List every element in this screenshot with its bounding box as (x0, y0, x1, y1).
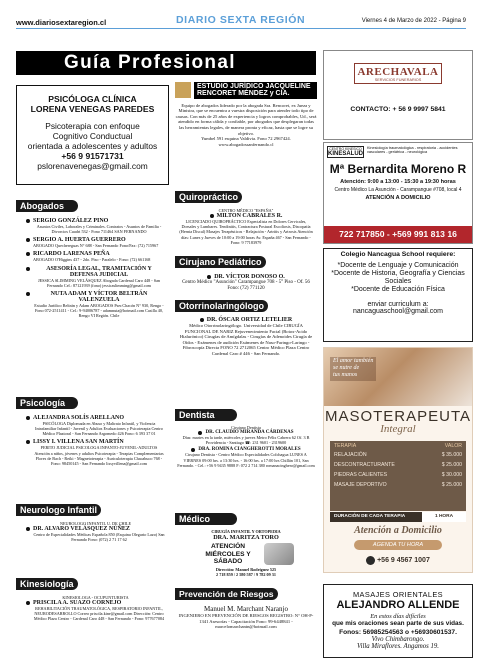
job-item: *Docente de Historia, Geografía y Ciencias Sociales (331, 270, 465, 286)
abogados-heading: Abogados (16, 200, 78, 212)
service-row: DESCONTRACTURANTE $ 25.000 (334, 462, 462, 468)
kinesiologia-heading: Kinesiología (16, 578, 78, 590)
quiro-name: MILTON CABRALES R. (216, 213, 283, 220)
psychologist-name: ALEJANDRA SOLÍS ARELLANO (33, 415, 125, 421)
kinesiologia-section (16, 574, 169, 622)
psicologia-section (16, 393, 169, 466)
dentista-info: Cirujano Dentista - Centro Médico Especialidades Colchagua LUNES A VIERNES 09:00 hrs. a 13:30 hrs. - 16:00 hrs. a 17:00 hrs Chillán 101, San Fernando. - Cel.: +56 9 9435 9888 F: 072 2 714 380 romanacinghero@gmail.com (177, 452, 315, 468)
nancagua-email[interactable]: nancaguaschool@gmail.com (353, 308, 443, 316)
dentista-title: Cirujano Dentista (231, 425, 261, 430)
masajes-line: En estos días difíciles (370, 613, 426, 620)
estudio-title: ESTUDIO JURÍDICO JACQUELINE RENCORET MÉNDEZ y CÍA. (194, 82, 317, 99)
cirujano-heading: Cirujano Pediátrico (175, 256, 266, 268)
bullet-icon (207, 275, 211, 279)
psychologist-info: PSICÓLOGA Diplomada en Abuso y Maltrato Infantil, y Violencia Intrafamiliar Infantil - Juvenil y Adultos Evaluaciones y Psicoterapia Centro Médico Plaztoral - San Fernando Argomedo 426 Fono: 6 393 37 01 (35, 421, 163, 437)
masajes-address: Vivo Chimbarongo. (371, 636, 425, 643)
ad-line: orientada a adolescentes y adultos (27, 141, 158, 151)
neurologist-info: Centro de Especialidades Médicas Española 850 (Esquina Olegario Lazo) San Fernando Fono: (072) 2 71 17 62 (33, 532, 165, 543)
kinesiologist-name: PRISCILA A. SUAZO CORNEJO (33, 600, 122, 607)
service-row: RELAJACIÓN $ 35.000 (334, 452, 462, 458)
lawyer-name: SERGIO A. HUERTA GUERRERO (33, 237, 126, 244)
neuro-title: NEUROLOGO INFANTIL U. DE CHILE (59, 521, 132, 526)
job-item: *Docente de Educación Física (351, 286, 445, 294)
lawyer-name: RICARDO LARENAS PEÑA (33, 251, 110, 258)
lawyer-info: Asuntos Civiles, Laborales y Criminales. Contratos - Asuntos de Familia - Divorcios Cuadri 532 - Fono 711464 SAN FERNANDO (36, 224, 162, 235)
psicologa-clinica-ad (16, 85, 169, 185)
lawyer-entry (26, 237, 165, 248)
quiropractico-section (175, 187, 317, 245)
medico-heading: Médico (175, 513, 237, 525)
masajes-address: Villa Miraflores. Angamos 19. (356, 643, 439, 650)
estudio-website[interactable]: www.abogadossanfernando.cl (218, 141, 274, 147)
ad-line: Psicoterapia con enfoque (45, 121, 140, 131)
quote-line: se nutre de (333, 365, 360, 372)
header-rule (16, 28, 466, 29)
otorrino-heading: Otorrinolaringólogo (175, 300, 268, 312)
ad-phone: +56 9 91571731 (61, 151, 124, 161)
issue-date: Viernes 4 de Marzo de 2022 - Página 9 (361, 18, 466, 24)
bullet-icon (26, 440, 30, 444)
dentista-name: DR. CLAUDIO MIRANDA CÁRDENAS (205, 430, 294, 436)
kinesalud-home: ATENCIÓN A DOMICILIO (365, 195, 431, 201)
maso-home: Atención a Domicilio (354, 525, 442, 536)
arechavala-contact: CONTACTO: + 56 9 9997 5841 (350, 106, 446, 113)
whatsapp-icon (366, 556, 375, 565)
kinesalud-desc: Kinesiología traumatológica - respiratoria - accidentes vasculares - geriátrica - neurológica (367, 146, 458, 155)
maso-phone-row (324, 553, 472, 569)
neurologist-name: DR. ALVARO VELÁSQUEZ NÚÑEZ (33, 526, 130, 533)
bullet-icon (26, 527, 30, 531)
bullet-icon (26, 601, 30, 605)
lawyer-entry (26, 266, 165, 288)
otorrino-section (175, 296, 317, 357)
kinesalud-logo (327, 146, 364, 158)
service-row: MASAJE DEPORTIVO $ 25.000 (334, 482, 462, 488)
bullet-icon (26, 252, 30, 256)
otorrino-info: Médico Otorrinolaringólogo. Universidad de Chile CIRUGÍA FUNCIONAL DE NARIZ Rejuvenecimiento Facial (Botox-Acido Hialurónico) Cirugías de Amígdalas - Cirugías de Adenoides Cirugía de Oídos - Exámenes de audición Exámenes de Naso-Faringo-Laringo -Fibroscopía Directa FONO 72 2712065 Centro Médico Plaza Centro Cardenal Caro # 446 - San Fernando. (179, 323, 313, 356)
estudio-juridico-ad (175, 82, 317, 184)
ad-title: PSICÓLOGA CLÍNICA (48, 94, 137, 104)
col-terapia: TERAPIA (334, 443, 357, 449)
estudio-address: Yumbel 591 esquina Valdivia. Fono 72 2967424. (201, 136, 291, 142)
site-url[interactable]: www.diariosextaregion.cl (16, 18, 107, 27)
lawyer-info: JESSICA SLIMMING VELÁSQUEZ Abogada Cardenal Caro 448 - San Fernando Cel.: 87121939 (fono) jessicaslimming@gmail.com (37, 277, 161, 288)
maso-hour: 1 HORA (422, 512, 466, 522)
cirujano-info: Centro Médico "Asunción" Carampangue 708 - 5° Piso - Of. 56 Fono: (72) 771120 (182, 280, 310, 291)
dentista-section (175, 405, 317, 468)
masajes-phones: Fonos: 56985254563 o +56930601537. (339, 629, 457, 636)
riesgos-heading: Prevención de Riesgos (175, 588, 278, 600)
lawyer-entry (26, 218, 165, 234)
quiro-info: LICENCIADO QUIROPRÁCTICO Especialista en Dolores Cervicales, Dorsales y Lumbares. Tendinitis, Contractura Postural Escoliosis, Discopatía (Hernia Discal) Masajes Terapéuticos - Relajación - Artritis y Artrosis Atención días: Lunes y Jueves de 10:00 a 19:00 horas Av. España 467 - San Fernando - Fono: 9 77183979 (179, 219, 313, 245)
bullet-icon (26, 219, 30, 223)
quiro-heading: Quiropráctico (175, 191, 242, 203)
masajes-title: MASAJES ORIENTALES (352, 590, 444, 599)
ad-name: LORENA VENEGAS PAREDES (30, 104, 155, 114)
cirujano-name: DR. VÍCTOR DONOSO O. (214, 274, 285, 280)
kinesiologist-info: REHABILITACIÓN TRAUMATOLÓGICA, RESPIRATORIO INFANTIL, NEURODESARROLLO Correo priscila.kine@gmail.com Dirección: Centro Médico Plaza Centro - Cardenal Caro 448 - San Fernando - Fono: 977677084 (33, 606, 165, 622)
maso-duration: DURACIÓN DE CADA TERAPIA (330, 512, 422, 522)
psychologist-entry (26, 439, 165, 466)
kinesalud-name: Mª Bernardita Moreno R (329, 162, 467, 176)
lawyer-name: NUTA ADAM Y VÍCTOR BELTRÁN VALENZUELA (50, 290, 148, 303)
masajes-orientales-ad (323, 584, 473, 658)
dentista-heading: Dentista (175, 409, 237, 421)
medico-section (175, 509, 317, 577)
medico-schedule: ATENCIÓN MIÉRCOLES Y SÁBADO (205, 543, 251, 565)
arechavala-tagline: SERVICIOS FUNERARIOS (374, 78, 422, 82)
otorrino-name: DR. ÓSCAR ORTIZ LETELIER (206, 317, 293, 323)
nancagua-ad (323, 248, 473, 342)
riesgos-info: INGENIERO EN PREVENCIÓN DE RIESGOS REGISTRO: N° OH-P-1341 Asesorías - Capacitación Fono: 99-6448841 - marcelomarchantn@hotmail.com (178, 613, 314, 630)
ad-email[interactable]: pslorenavenegas@gmail.com (37, 161, 148, 171)
quote-line: tus manos (333, 372, 358, 379)
bullet-icon (26, 416, 30, 420)
lawyer-entry (26, 251, 165, 262)
maso-title: MASOTERAPEUTA (324, 408, 472, 425)
maso-subtitle: Integral (380, 423, 416, 435)
maso-price-table (330, 441, 466, 511)
bullet-icon (200, 318, 204, 322)
kinesalud-address: Centro Médico La Asunción - Carampangue #708, local 4 (334, 187, 462, 193)
job-item: *Docente de Lenguaje y Comunicación (337, 262, 459, 269)
neurologo-heading: Neurologo Infantil (16, 504, 101, 516)
arechavala-logo: ARECHAVALA (357, 66, 439, 78)
medico-phone: 2 718 859 / 2 580 587 / 9 782 09 31 (216, 572, 276, 578)
kinesalud-ad (323, 142, 473, 244)
abogados-section (16, 196, 169, 318)
lawyer-info: ABOGADO O'Higgins 437 - 2do. Piso - Paralelo - Fono: (72) 661168 (33, 257, 151, 263)
col-valor: VALOR (444, 443, 462, 449)
ad-line: Cognitivo Conductual (52, 131, 133, 141)
section-title: Guía Profesional (16, 51, 316, 75)
nancagua-list (324, 262, 472, 294)
bullet-icon (210, 214, 214, 218)
bullet-icon (26, 238, 30, 242)
nancagua-send: enviar curriculum a: (367, 301, 429, 309)
neurologist-entry (26, 526, 165, 542)
scales-icon (175, 82, 191, 98)
cirujano-section (175, 252, 317, 292)
medico-name: DRA. MARITZA TORO (213, 534, 279, 542)
lawyer-info: ABOGADO Quechereguas N° 688 - San Fernando Fono/Fax: (72) 715967 (33, 243, 159, 249)
arechavala-ad (323, 50, 473, 140)
kine-title: KINESIOLOGA - OCUPUNTURISTA (62, 595, 129, 600)
riesgos-name: Manuel M. Marchant Naranjo (204, 605, 288, 613)
kinesiologist-entry (26, 600, 165, 621)
lawyer-name: ASESORÍA LEGAL, TRAMITACIÓN Y DEFENSA JUDICIAL (46, 265, 152, 278)
kinesalud-brand: KINESALUD (328, 151, 364, 157)
kinesalud-tag: CENTRO KINESICO (329, 147, 362, 151)
medico-address: Dirección: Manuel Rodríguez 525 (215, 567, 277, 573)
kinesalud-phones: 722 717850 - +569 991 813 16 (324, 226, 472, 243)
quote-line: El amor también (333, 358, 374, 364)
lawyer-entry (26, 291, 165, 318)
lawyer-info: Estudio Jurídico Beltrán y Adam ABOGADOS Pser.Chacón N° 930, Rengo - Fono 072-2511411 - Cel.: 9-94006787 - adamnuta@hotmail.com Casilla 40, Rengo VI Región. Chile (34, 302, 164, 318)
bullet-icon (26, 267, 30, 271)
psychologist-entry (26, 415, 165, 436)
lawyer-name: SERGIO GONZÁLEZ PINO (33, 218, 109, 224)
riesgos-section (175, 584, 317, 630)
bullet-icon (26, 292, 30, 296)
neurologo-section (16, 500, 169, 542)
masoterapeuta-ad (323, 347, 473, 573)
masthead: DIARIO SEXTA REGIÓN (176, 14, 306, 26)
kinesalud-hours: Atención: 9:00 a 13:00 - 15:30 a 19:30 horas (340, 179, 456, 185)
psychologist-info: PERITO JUDICIAL PSICOLOGA INFANTO-JUVENIL-ADULTOS Atención a niños, jóvenes y adultos Psicoterapia - Terapias Complementarias Flores de Bach - Reiki - Magnetoterapia - Auriculoterapia Chacabuco 768 - Fono: 98450145 - San Fernando lissyvillena@gmail.com (34, 445, 164, 466)
doctor-photo (264, 543, 294, 565)
medico-specialty: CIRUGÍA INFANTIL Y ORTOPEDIA (211, 529, 281, 534)
psicologia-heading: Psicología (16, 397, 78, 409)
estudio-text: Equipo de abogados liderado por la abogada Sra. Rencoret, ex Jueza y Ministra, que se encuentra a vuestra disposición para atender todo tipo de causas. Con más de 25 años de experiencia y logros comprobables, Ud., será atendido en forma cálida y confiable, por abogados que desplegaran todas las herramientas legales, de manera pronta y eficaz, hasta que se logre su objetivo. (175, 102, 317, 136)
masajes-line: que mis oraciones sean parte de sus vidas. (332, 620, 464, 627)
masajes-name: ALEJANDRO ALLENDE (336, 599, 460, 611)
page-header (0, 0, 480, 30)
dentista-name: DRA. ROMINA CIANGHEROTTI MORALES (198, 447, 301, 453)
nancagua-title: Colegio Nancagua School requiere: (340, 251, 456, 258)
maso-phone: +56 9 4567 1007 (377, 557, 430, 564)
psychologist-name: LISSY I. VILLENA SAN MARTÍN (33, 439, 124, 446)
dentista-info: Días: martes en la tarde, miércoles y jueves Metro Félix Cabrera 62 Of. 3 B Providencia - Santiago ☎: 231 9601 - 2319600 (182, 435, 310, 446)
agenda-button[interactable]: AGENDA TU HORA (354, 540, 442, 550)
service-row: PIEDRAS CALIENTES $ 30.000 (334, 472, 462, 478)
quiro-center: CENTRO MÉDICO "ESPAÑA" (218, 208, 274, 213)
